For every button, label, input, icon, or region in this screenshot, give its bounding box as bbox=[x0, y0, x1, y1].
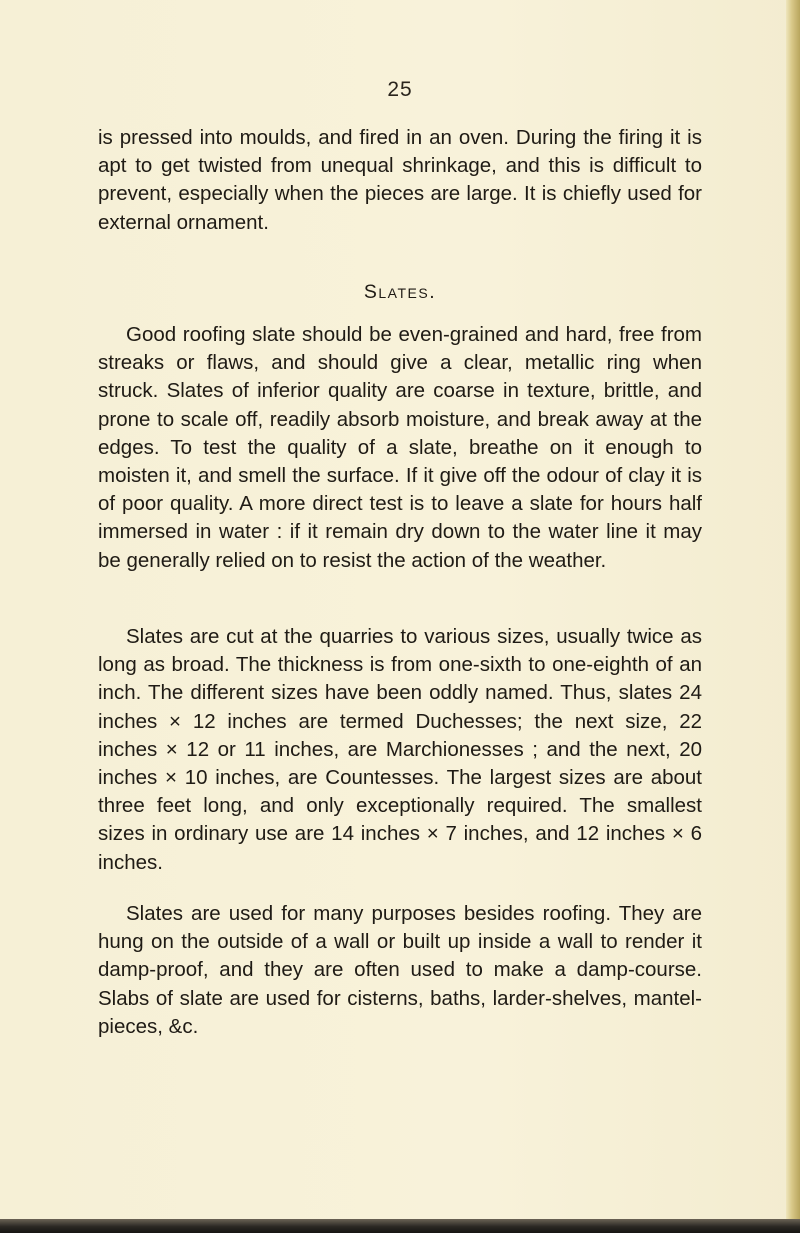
paragraph-slate-uses: Slates are used for many purposes besides roofing. They are hung on the outside of a wall or built up inside a wall to render it damp-proof, and they are often used to make a damp-course. Slabs of slate are used for cisterns, baths, larder-shelves, mantel-pieces, &c. bbox=[98, 902, 702, 1038]
page-edge-shadow bbox=[786, 0, 800, 1233]
bottom-edge-shadow bbox=[0, 1219, 800, 1233]
section-heading: Slates. bbox=[363, 281, 437, 303]
paragraph-slate-sizes: Slates are cut at the quarries to various sizes, usually twice as long as broad. The thickness is from one-sixth to one-eighth of an inch. The different sizes have been oddly named. Thus, slates 24 inches × 12 inches are termed Duchesses; the next size, 22 inches × 12 or 11 inches, are Marchionesses ; and the next, 20 inches × 10 inches, are Countesses. The largest sizes are about three feet long, and only exceptionally required. The smallest sizes in ordinary use are 14 inches × 7 inches, and 12 inches × 6 inches. bbox=[98, 625, 702, 874]
continuation-paragraph: is pressed into moulds, and fired in an oven. During the firing it is apt to get twisted from unequal shrinkage, and this is difficult to prevent, especially when the pieces are large. It is chiefly used for external ornament. bbox=[98, 126, 702, 234]
page-number: 25 bbox=[387, 78, 413, 101]
paragraph-slate-quality: Good roofing slate should be even-grained and hard, free from streaks or flaws, and should give a clear, metallic ring when struck. Slates of inferior quality are coarse in texture, brittle, and prone to scale off, readily absorb moisture, and break away at the edges. To test the quality of a slate, breathe on it enough to moisten it, and smell the surface. If it give off the odour of clay it is of poor quality. A more direct test is to leave a slate for hours half immersed in water : if it remain dry down to the water line it may be generally relied on to resist the action of the weather. bbox=[98, 323, 702, 572]
